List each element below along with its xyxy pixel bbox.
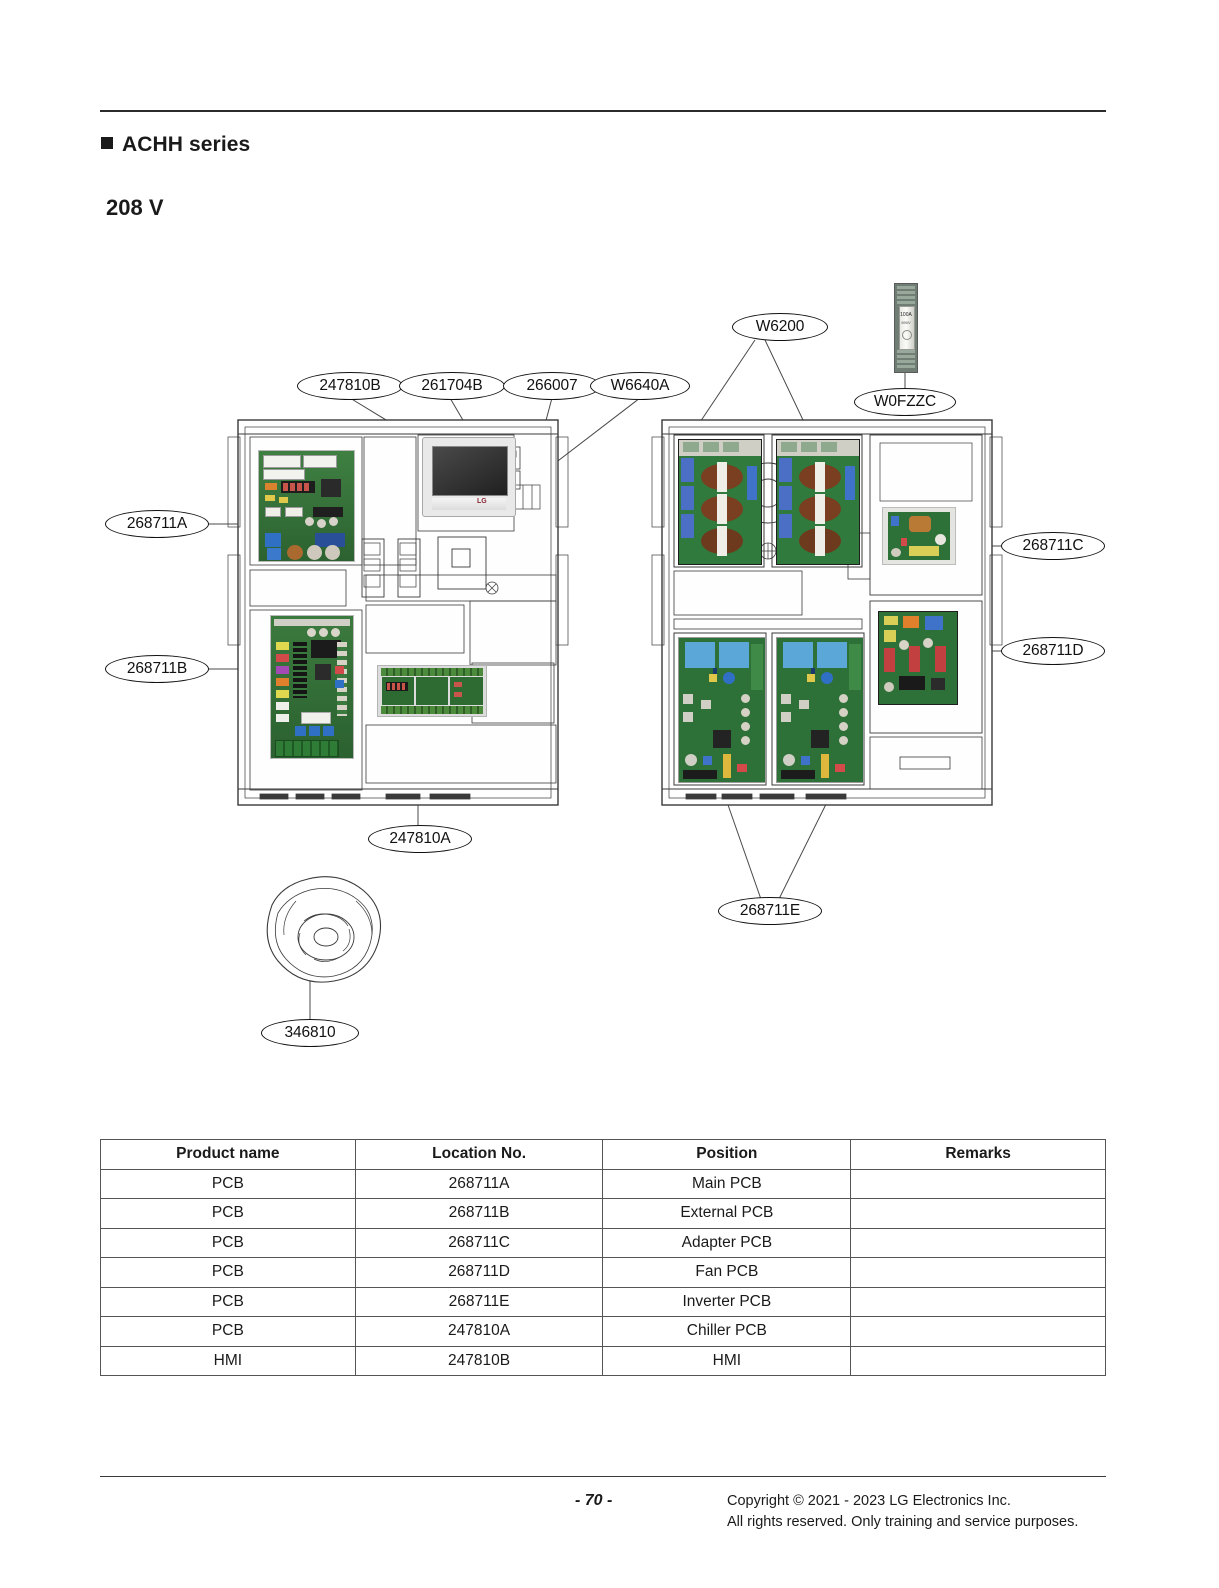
callout-247810A[interactable]: 247810A <box>368 825 472 853</box>
callout-268711B[interactable]: 268711B <box>105 655 209 683</box>
header-rule <box>100 110 1106 112</box>
photo-fan-pcb-268711D <box>878 611 958 705</box>
cell-remarks <box>851 1317 1106 1347</box>
cell-position: Chiller PCB <box>603 1317 851 1347</box>
bullet-square-icon <box>101 137 113 149</box>
cell-remarks <box>851 1287 1106 1317</box>
exploded-parts-figure <box>100 265 1110 1075</box>
table-row <box>101 1169 1106 1199</box>
column-header-position: Position <box>603 1140 851 1170</box>
cell-remarks <box>851 1169 1106 1199</box>
table-header-row <box>101 1140 1106 1170</box>
cell-product-name: PCB <box>101 1287 356 1317</box>
cell-location-no: 247810B <box>355 1346 603 1376</box>
callout-346810[interactable]: 346810 <box>261 1019 359 1047</box>
column-header-remarks: Remarks <box>851 1140 1106 1170</box>
cell-product-name: PCB <box>101 1317 356 1347</box>
cell-location-no: 268711E <box>355 1287 603 1317</box>
photo-chiller-pcb-247810A <box>377 665 487 717</box>
callout-266007[interactable]: 266007 <box>503 372 601 400</box>
cell-remarks <box>851 1346 1106 1376</box>
cell-product-name: PCB <box>101 1228 356 1258</box>
table-row <box>101 1258 1106 1288</box>
table-row <box>101 1317 1106 1347</box>
cell-product-name: PCB <box>101 1169 356 1199</box>
cell-position: Adapter PCB <box>603 1228 851 1258</box>
cell-position: Inverter PCB <box>603 1287 851 1317</box>
photo-external-pcb-268711B <box>270 615 354 759</box>
cell-position: HMI <box>603 1346 851 1376</box>
cell-product-name: HMI <box>101 1346 356 1376</box>
callout-268711A[interactable]: 268711A <box>105 510 209 538</box>
parts-table <box>100 1139 1106 1376</box>
callout-268711E[interactable]: 268711E <box>718 897 822 925</box>
callout-261704B[interactable]: 261704B <box>399 372 505 400</box>
cell-product-name: PCB <box>101 1258 356 1288</box>
copyright-notice <box>727 1491 1078 1533</box>
callout-W6200[interactable]: W6200 <box>732 313 828 341</box>
cell-location-no: 268711C <box>355 1228 603 1258</box>
column-header-product-name: Product name <box>101 1140 356 1170</box>
footer-rule <box>100 1476 1106 1477</box>
cell-remarks <box>851 1228 1106 1258</box>
photo-fuse-W0FZZC: 100A 690V <box>894 283 918 373</box>
hmi-brand-label: LG <box>477 498 487 505</box>
photo-inverter-pcb-right-268711E <box>776 637 864 783</box>
cell-remarks <box>851 1258 1106 1288</box>
cell-location-no: 268711D <box>355 1258 603 1288</box>
cell-location-no: 247810A <box>355 1317 603 1347</box>
cell-product-name: PCB <box>101 1199 356 1229</box>
table-row <box>101 1199 1106 1229</box>
cell-location-no: 268711A <box>355 1169 603 1199</box>
copyright-line-1: Copyright © 2021 - 2023 LG Electronics Inc. <box>727 1493 1011 1509</box>
table-row <box>101 1228 1106 1258</box>
table-row <box>101 1346 1106 1376</box>
fuse-rating-label: 100A <box>900 312 912 318</box>
series-heading <box>101 133 250 157</box>
callout-W0FZZC[interactable]: W0FZZC <box>854 388 956 416</box>
photo-adapter-pcb-268711C <box>882 507 956 565</box>
cell-position: External PCB <box>603 1199 851 1229</box>
cell-location-no: 268711B <box>355 1199 603 1229</box>
copyright-line-2: All rights reserved. Only training and service purposes. <box>727 1514 1079 1530</box>
callout-247810B[interactable]: 247810B <box>297 372 403 400</box>
cell-position: Fan PCB <box>603 1258 851 1288</box>
cell-remarks <box>851 1199 1106 1229</box>
photo-inverter-pcb-left-268711E <box>678 637 766 783</box>
cell-position: Main PCB <box>603 1169 851 1199</box>
photo-main-pcb-268711A <box>258 450 355 562</box>
callout-W6640A[interactable]: W6640A <box>590 372 690 400</box>
series-heading-label: ACHH series <box>122 133 251 156</box>
table-row <box>101 1287 1106 1317</box>
callout-268711C[interactable]: 268711C <box>1001 532 1105 560</box>
photo-noise-filter-left-W6200 <box>678 439 762 565</box>
column-header-location-no: Location No. <box>355 1140 603 1170</box>
photo-noise-filter-right-W6200 <box>776 439 860 565</box>
photo-hmi-display-247810B <box>422 437 516 517</box>
callout-268711D[interactable]: 268711D <box>1001 637 1105 665</box>
page-number: - 70 - <box>575 1492 613 1509</box>
voltage-heading: 208 V <box>106 195 164 220</box>
